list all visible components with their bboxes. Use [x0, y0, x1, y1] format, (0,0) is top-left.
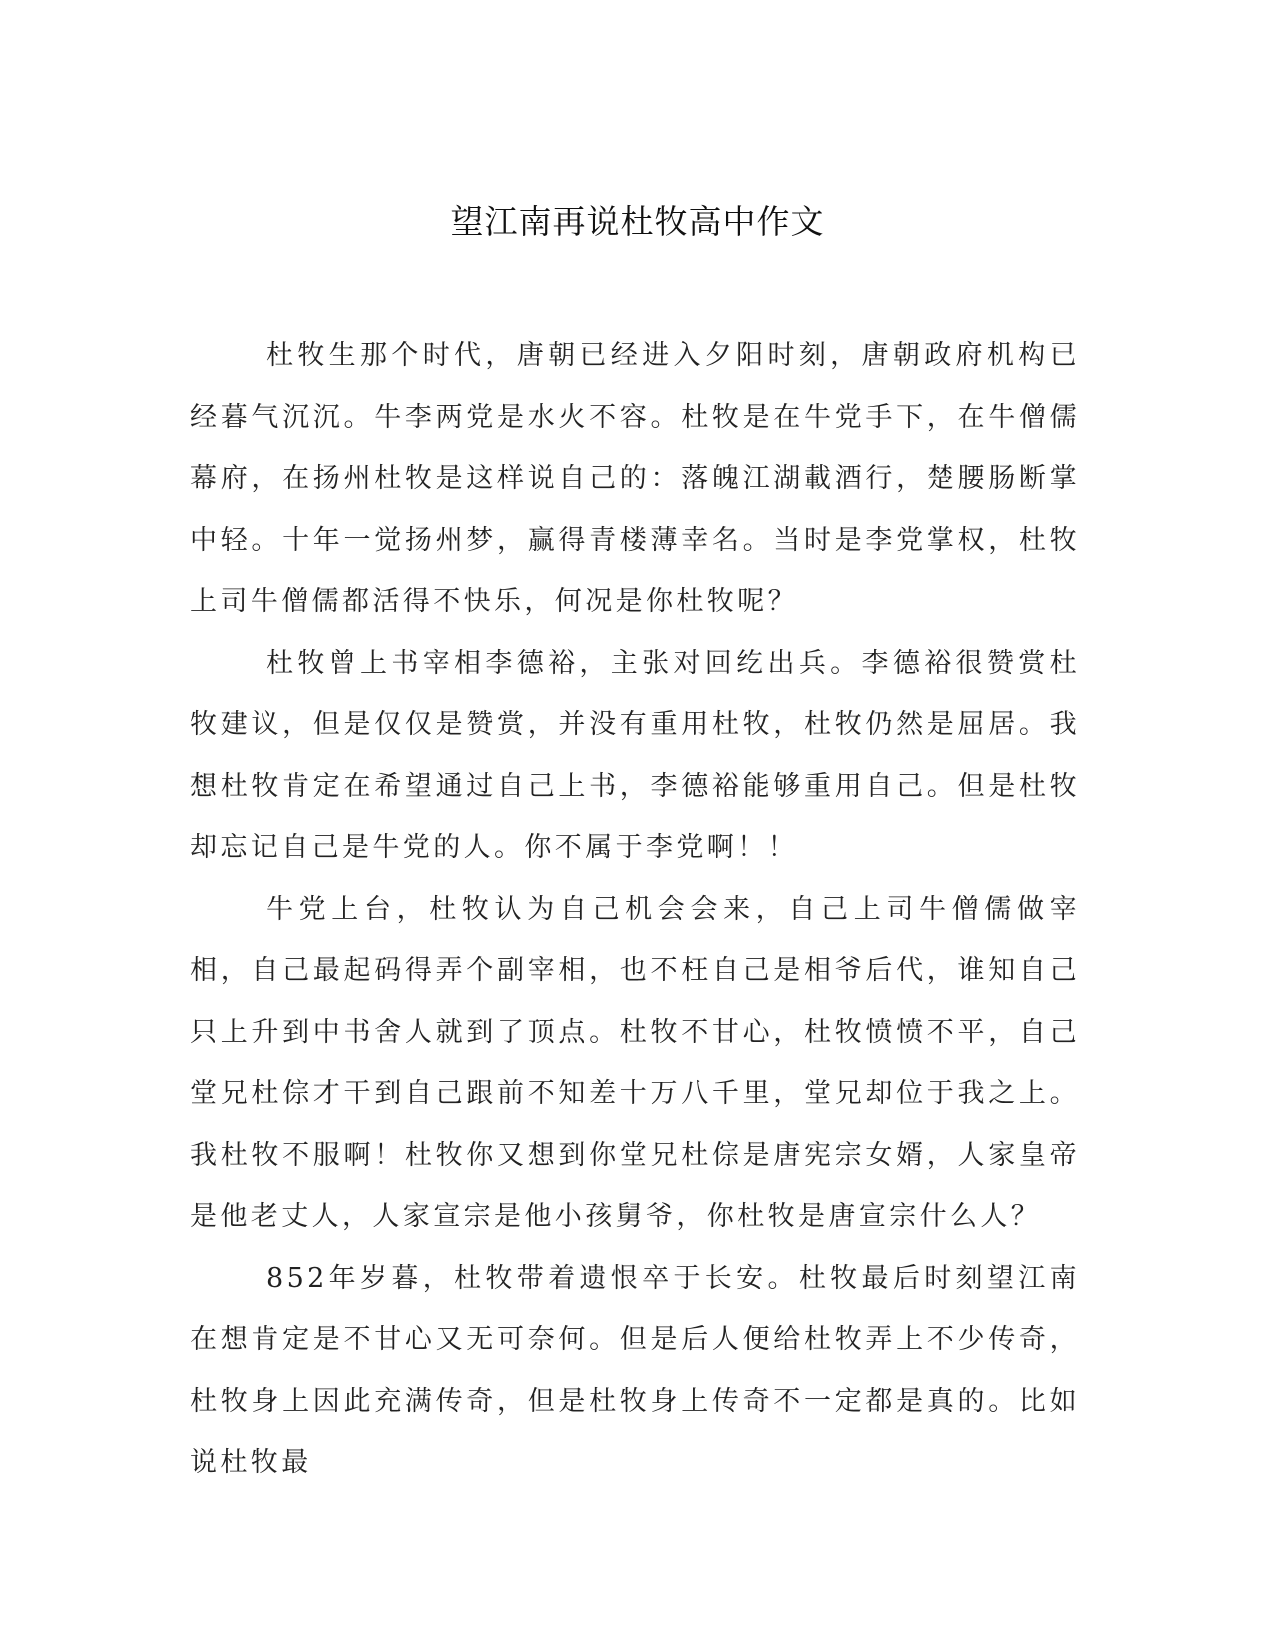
paragraph: 杜牧曾上书宰相李德裕，主张对回纥出兵。李德裕很赞赏杜牧建议，但是仅仅是赞赏，并没有重用杜牧，杜牧仍然是屈居。我想杜牧肯定在希望通过自己上书，李德裕能够重用自己。但是杜牧却忘记自己是牛党的人。你不属于李党啊！！	[190, 647, 1080, 863]
paragraph: 牛党上台，杜牧认为自己机会会来，自己上司牛僧儒做宰相，自己最起码得弄个副宰相，也不枉自己是相爷后代，谁知自己只上升到中书舍人就到了顶点。杜牧不甘心，杜牧愤愤不平，自己堂兄杜倧才干到自己跟前不知差十万八千里，堂兄却位于我之上。我杜牧不服啊！杜牧你又想到你堂兄杜倧是唐宪宗女婿，人家皇帝是他老丈人，人家宣宗是他小孩舅爷，你杜牧是唐宣宗什么人？	[190, 893, 1080, 1232]
document-title: 望江南再说杜牧高中作文	[450, 202, 825, 241]
paragraph: 852年岁暮，杜牧带着遗恨卒于长安。杜牧最后时刻望江南在想肯定是不甘心又无可奈何。但是后人便给杜牧弄上不少传奇，杜牧身上因此充满传奇，但是杜牧身上传奇不一定都是真的。比如说杜牧最	[190, 1262, 1080, 1478]
document-body	[190, 325, 1080, 1494]
paragraph: 杜牧生那个时代，唐朝已经进入夕阳时刻，唐朝政府机构已经暮气沉沉。牛李两党是水火不容。杜牧是在牛党手下，在牛僧儒幕府，在扬州杜牧是这样说自己的：落魄江湖載酒行，楚腰肠断掌中轻。十年一觉扬州梦，赢得青楼薄幸名。当时是李党掌权，杜牧上司牛僧儒都活得不快乐，何况是你杜牧呢？	[190, 340, 1080, 617]
